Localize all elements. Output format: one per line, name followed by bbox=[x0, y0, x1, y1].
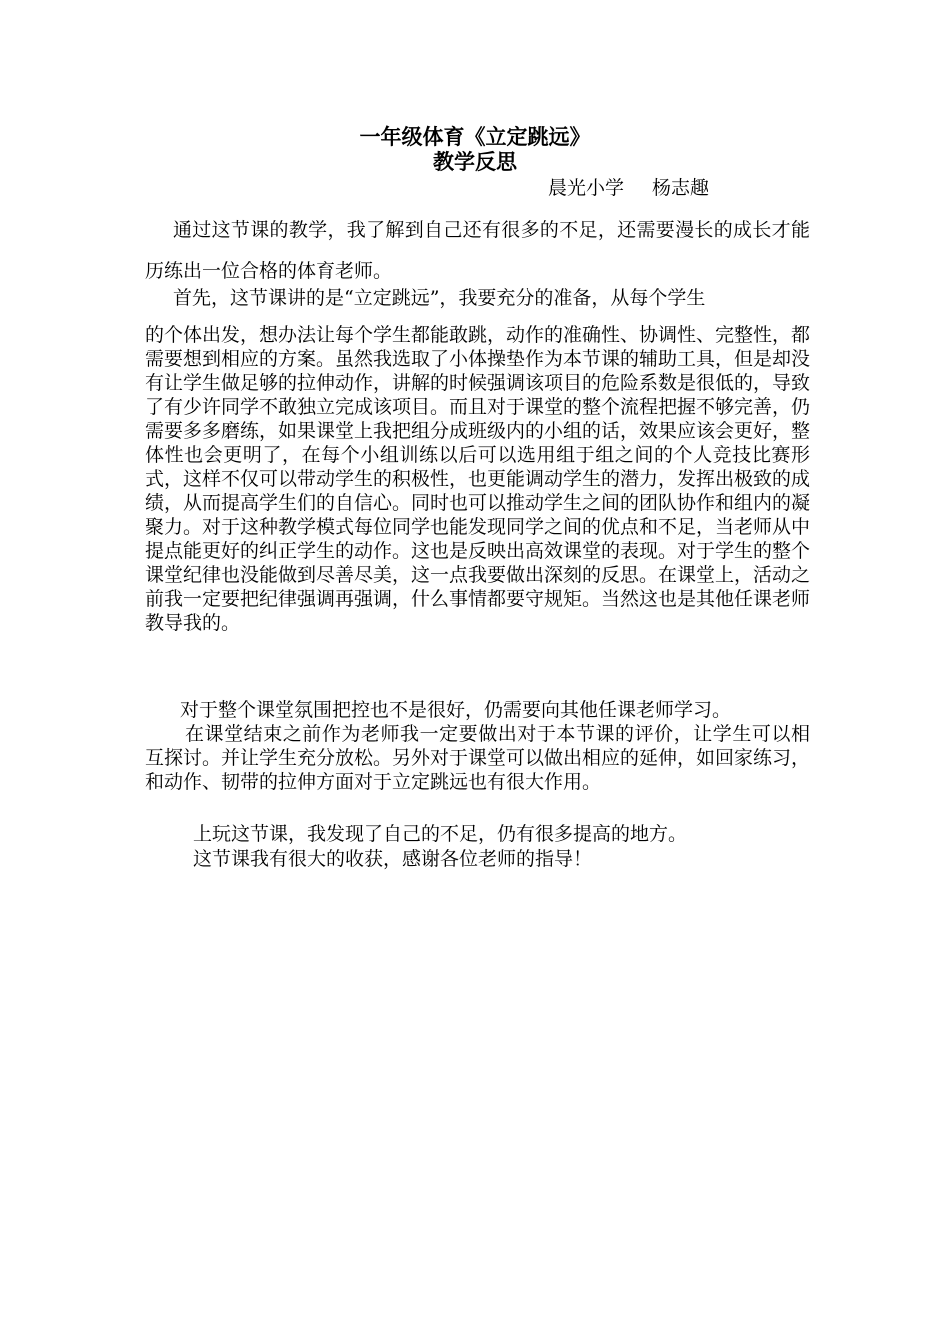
paragraph-intro: 通过这节课的教学，我了解到自己还有很多的不足，还需要漫长的成长才能历练出一位合格的体育老师。 bbox=[145, 219, 810, 282]
document-title: 一年级体育《立定跳远》 bbox=[359, 124, 591, 149]
author-name: 杨志趣 bbox=[652, 177, 710, 199]
author-line bbox=[548, 176, 709, 200]
paragraph-thanks: 这节课我有很大的收获，感谢各位老师的指导！ bbox=[193, 848, 593, 870]
paragraph-main-body: 的个体出发，想办法让每个学生都能敢跳，动作的准确性、协调性、完整性，都需要想到相应的方案。虽然我选取了小体操垫作为本节课的辅助工具，但是却没有让学生做足够的拉伸动作，讲解的时候强调该项目的危险系数是很低的，导致了有少许同学不敢独立完成该项目。而且对于课堂的整个流程把握不够完善，仍需要多多磨练，如果课堂上我把组分成班级内的小组的话，效果应该会更好，整体性也会更明了，在每个小组训练以后可以选用组于组之间的个人竞技比赛形式，这样不仅可以带动学生的积极性，也更能调动学生的潜力，发挥出极致的成绩，从而提高学生们的自信心。同时也可以推动学生之间的团队协作和组内的凝聚力。对于这种教学模式每位同学也能发现同学之间的优点和不足，当老师从中提点能更好的纠正学生的动作。这也是反映出高效课堂的表现。对于学生的整个课堂纪律也没能做到尽善尽美，这一点我要做出深刻的反思。在课堂上，活动之前我一定要把纪律强调再强调，什么事情都要守规矩。当然这也是其他任课老师教导我的。 bbox=[145, 324, 811, 634]
document-subtitle: 教学反思 bbox=[433, 149, 517, 174]
paragraph-main bbox=[145, 286, 810, 635]
author-school: 晨光小学 bbox=[548, 177, 625, 199]
paragraph-main-first-line: 首先，这节课讲的是“立定跳远”，我要充分的准备，从每个学生 bbox=[173, 287, 706, 309]
paragraph-evaluation: 在课堂结束之前作为老师我一定要做出对于本节课的评价，让学生可以相互探讨。并让学生充分放松。另外对于课堂可以做出相应的延伸，如回家练习，和动作、韧带的拉伸方面对于立定跳远也有很大作用。 bbox=[145, 723, 811, 793]
paragraph-summary: 上玩这节课，我发现了自己的不足，仍有很多提高的地方。 bbox=[193, 823, 688, 845]
paragraph-atmosphere: 对于整个课堂氛围把控也不是很好，仍需要向其他任课老师学习。 bbox=[180, 699, 732, 721]
